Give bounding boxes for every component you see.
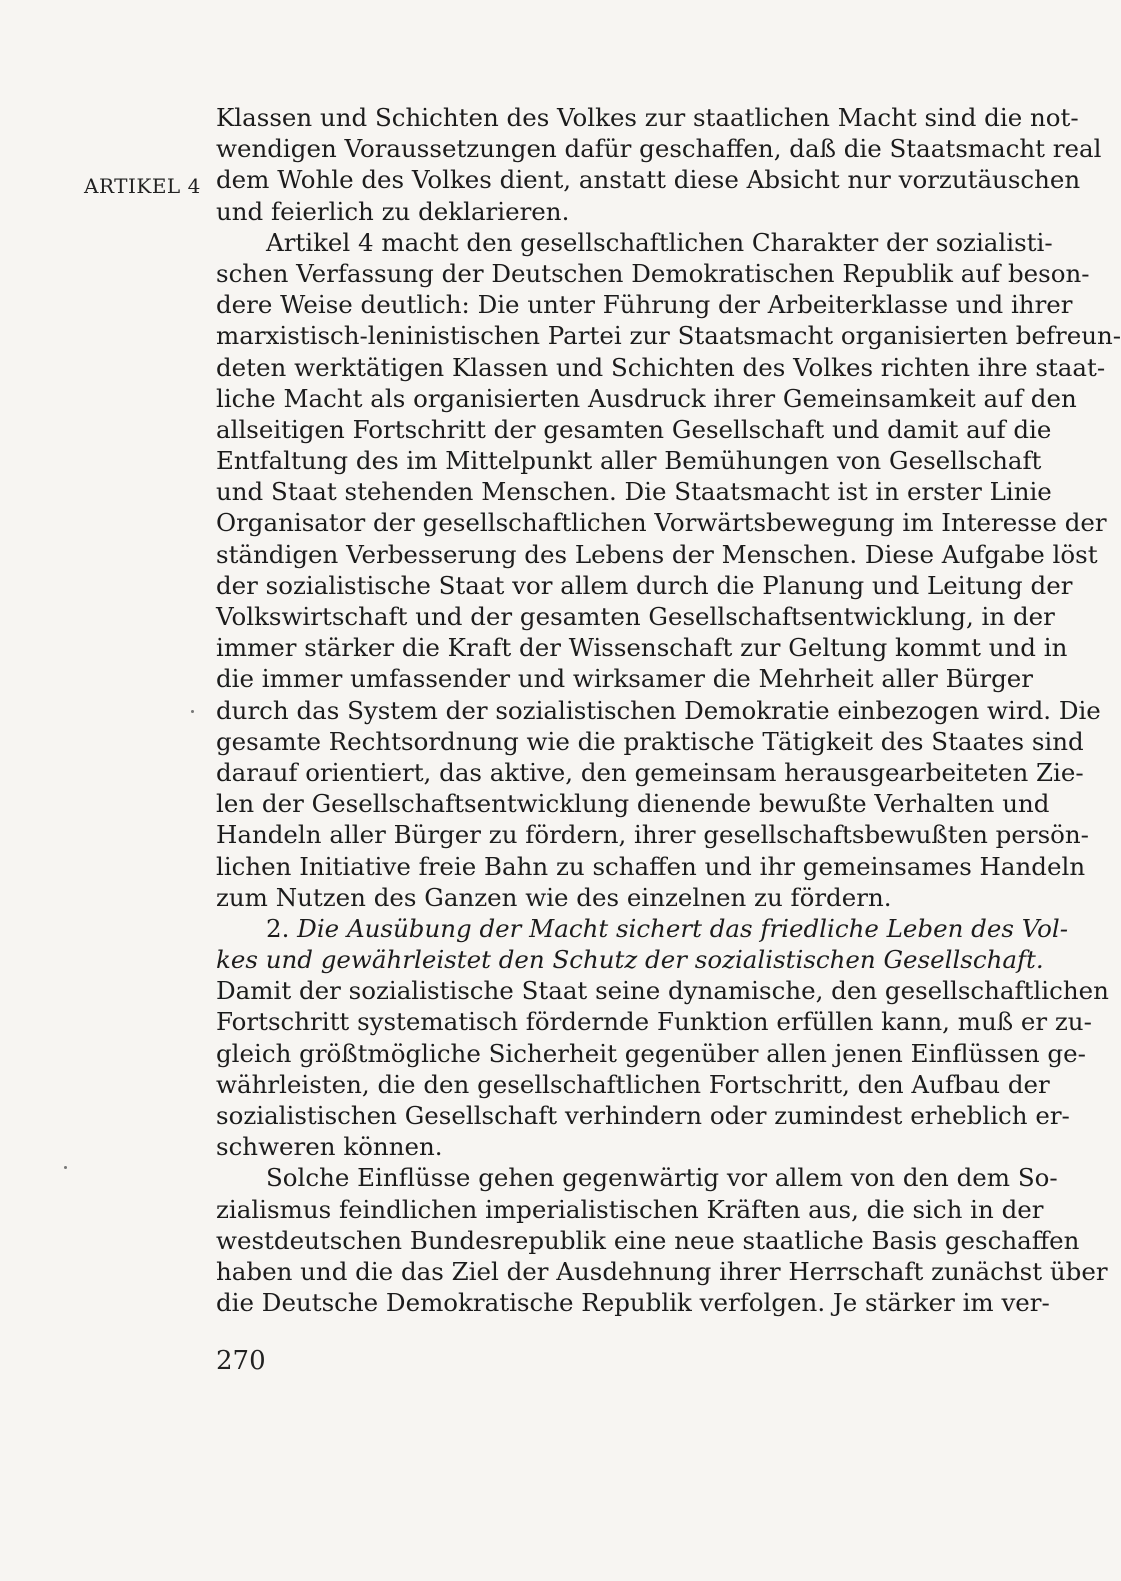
text-line [216,1287,1050,1318]
text-line-content: dere Weise deutlich: Die unter Führung der Arbeiterklasse und ihrer [216,290,1073,320]
text-line [216,913,1069,944]
text-line-content: allseitigen Fortschritt der gesamten Gesellschaft und damit auf die [216,414,1052,444]
text-line-content: zialismus feindlichen imperialistischen Kräften aus, die sich in der [216,1194,1044,1224]
text-line-content: liche Macht als organisierten Ausdruck ihrer Gemeinsamkeit auf den [216,383,1077,413]
margin-note: ARTIKEL 4 [84,174,201,198]
text-line-content: gesamte Rechtsordnung wie die praktische Tätigkeit des Staates sind [216,726,1084,756]
text-line [216,445,1042,476]
text-line-content: ständigen Verbesserung des Lebens der Menschen. Diese Aufgabe löst [216,539,1098,569]
text-line [216,975,1109,1006]
text-line [216,1006,1092,1037]
text-line [216,539,1098,570]
page-number: 270 [216,1346,266,1376]
text-line-content: schweren können. [216,1132,443,1162]
text-line-content: marxistisch-leninistischen Partei zur Staatsmacht organisierten befreun- [216,321,1121,351]
italic-text: Die Ausübung der Macht sichert das friedliche Leben des Vol- [297,913,1069,943]
text-line [216,258,1090,289]
text-line [216,1069,1050,1100]
text-line-content: Damit der sozialistische Staat seine dynamische, den gesellschaftlichen [216,976,1109,1006]
text-line-content: deten werktätigen Klassen und Schichten des Volkes richten ihre staat- [216,352,1106,382]
text-line [216,663,1033,694]
text-line [216,102,1079,133]
page-speck [191,710,194,713]
page-speck [64,1166,67,1169]
text-line-content: darauf orientiert, das aktive, den gemeinsam herausgearbeiteten Zie- [216,757,1084,787]
text-line-content: zum Nutzen des Ganzen wie des einzelnen zu fördern. [216,882,892,912]
text-line-content: gleich größtmögliche Sicherheit gegenüber allen jenen Einflüssen ge- [216,1038,1086,1068]
text-line-content: die immer umfassender und wirksamer die Mehrheit aller Bürger [216,664,1033,694]
text-line [216,1100,1070,1131]
text-line [216,289,1073,320]
text-line-content: dem Wohle des Volkes dient, anstatt diese Absicht nur vorzutäuschen [216,165,1081,195]
text-line-content: Volkswirtschaft und der gesamten Gesellschaftsentwicklung, in der [216,602,1055,631]
text-line-content: Klassen und Schichten des Volkes zur staatlichen Macht sind die not- [216,103,1079,132]
text-line [216,133,1102,164]
text-line [216,320,1121,351]
text-line [216,164,1081,195]
text-line-content: immer stärker die Kraft der Wissenschaft zur Geltung kommt und in [216,633,1068,663]
text-line [216,352,1106,383]
text-line [216,788,1050,819]
text-line [216,570,1073,601]
text-line [216,819,1089,850]
text-line-content: der sozialistische Staat vor allem durch die Planung und Leitung der [216,570,1073,600]
text-line [216,632,1068,663]
text-line [216,1256,1108,1287]
text-line [216,1225,1080,1256]
text-line [216,757,1084,788]
text-line [216,507,1107,538]
text-line-content: Entfaltung des im Mittelpunkt aller Bemühungen von Gesellschaft [216,446,1042,476]
text-line [216,944,1044,975]
text-line [216,1038,1086,1069]
text-line [216,227,1053,258]
italic-text: kes und gewährleistet den Schutz der sozialistischen Gesellschaft. [216,945,1044,975]
text-line-content: 2. [266,913,298,943]
text-line-content: wendigen Voraussetzungen dafür geschaffen, daß die Staatsmacht real [216,134,1102,164]
text-line-content: sozialistischen Gesellschaft verhindern oder zumindest erheblich er- [216,1101,1070,1130]
text-line-content: Fortschritt systematisch fördernde Funktion erfüllen kann, muß er zu- [216,1007,1092,1037]
text-line [216,1131,958,1162]
text-line-content: len der Gesellschaftsentwicklung dienende bewußte Verhalten und [216,789,1050,819]
text-line-content: schen Verfassung der Deutschen Demokratischen Republik auf beson- [216,258,1090,288]
text-line [216,1162,1058,1193]
text-line-content: Solche Einflüsse gehen gegenwärtig vor allem von den dem So- [266,1163,1058,1193]
text-line [216,414,1052,445]
text-line-content: durch das System der sozialistischen Demokratie einbezogen wird. Die [216,695,1101,725]
text-line [216,726,1084,757]
text-line-content: die Deutsche Demokratische Republik verfolgen. Je stärker im ver- [216,1288,1050,1318]
text-line [216,601,1055,632]
text-line [216,851,1086,882]
text-line-content: Handeln aller Bürger zu fördern, ihrer gesellschaftsbewußten persön- [216,820,1089,850]
text-line [216,1194,1044,1225]
text-line [216,476,1052,507]
body-text [216,102,1121,1318]
text-line-content: währleisten, die den gesellschaftlichen Fortschritt, den Aufbau der [216,1069,1050,1099]
text-line-content: und Staat stehenden Menschen. Die Staatsmacht ist in erster Linie [216,477,1052,507]
text-line [216,196,958,227]
text-line-content: Artikel 4 macht den gesellschaftlichen Charakter der sozialisti- [266,227,1053,257]
text-line [216,882,958,913]
text-line-content: und feierlich zu deklarieren. [216,196,570,226]
text-line-content: Organisator der gesellschaftlichen Vorwärtsbewegung im Interesse der [216,508,1107,538]
text-line [216,383,1077,414]
text-line-content: lichen Initiative freie Bahn zu schaffen und ihr gemeinsames Handeln [216,851,1086,881]
text-line-content: haben und die das Ziel der Ausdehnung ihrer Herrschaft zunächst über [216,1256,1108,1286]
text-line [216,695,1101,726]
text-line-content: westdeutschen Bundesrepublik eine neue staatliche Basis geschaffen [216,1225,1080,1255]
